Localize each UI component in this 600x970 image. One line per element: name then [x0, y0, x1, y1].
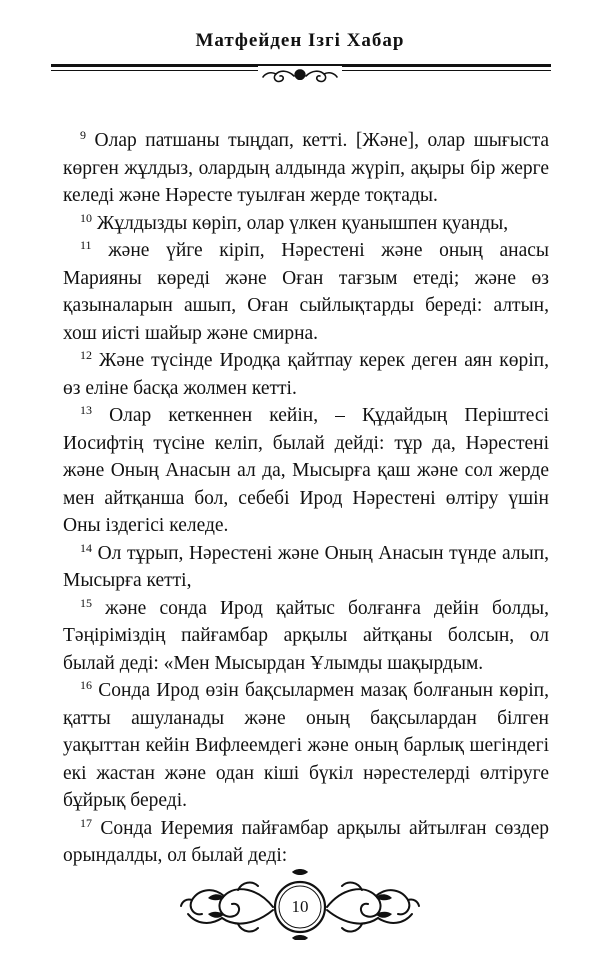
verse-number: 12 — [80, 348, 92, 362]
verse-17 — [63, 815, 549, 870]
verse-number: 17 — [80, 815, 92, 830]
verse-text: және сонда Ирод қайтыс болғанға дейін болды, Тәңіріміздің пайғамбар арқылы айтқаны болсын, ол былай деді: «Мен Мысырдан Ұлымды шақырдым. — [63, 597, 549, 674]
verse-text: Және түсінде Иродқа қайтпау керек деген аян көріп, өз еліне басқа жолмен кетті. — [63, 350, 549, 399]
verse-number: 9 — [80, 128, 86, 142]
verse-text: Олар патшаны тыңдап, кетті. [Және], олар шығыста көрген жұлдыз, олардың алдында жүріп, ақыры бір жерге келеді және Нәресте туылған жерде тоқтады. — [63, 130, 549, 206]
verse-text: Сонда Иеремия пайғамбар арқылы айтылған сөздер орындалды, ол былай деді: — [63, 817, 549, 866]
verse-number: 16 — [80, 678, 92, 692]
scripture-text — [63, 127, 549, 870]
verse-9 — [63, 127, 549, 210]
verse-number: 15 — [80, 595, 92, 610]
verse-text: және үйге кіріп, Нәрестені және оның анасы Марияны көреді және Оған тағзым етеді; және өз қазыналарын ашып, Оған сыйлықтарды береді: алтын, хош иісті шайыр және смирна. — [63, 240, 549, 344]
page-number: 10 — [291, 897, 309, 916]
verse-16 — [63, 677, 549, 815]
verse-11 — [63, 237, 549, 347]
running-header-title: Матфейден Ізгі Хабар — [195, 30, 405, 51]
verse-text: Олар кеткеннен кейін, – Құдайдың Періштесі Иосифтің түсіне келіп, былай дейді: тұр да, Нәрестені және Оның Анасын ал да, Мысырға қаш және сол жерде мен айтқанша бол, себебі Ирод Нәрестені өлтіру үшін Оны іздегісі келеде. — [63, 405, 549, 536]
verse-15 — [63, 595, 549, 678]
verse-text: Жұлдызды көріп, олар үлкен қуанышпен қуанды, — [92, 212, 509, 234]
verse-number: 11 — [80, 238, 92, 252]
header-ornament-icon — [258, 66, 342, 86]
verse-10 — [63, 210, 549, 238]
verse-number: 14 — [80, 540, 92, 555]
verse-number: 13 — [80, 403, 92, 417]
verse-13 — [63, 402, 549, 540]
verse-14 — [63, 540, 549, 595]
verse-text: Сонда Ирод өзін бақсылармен мазақ болғанын көріп, қатты ашуланады және оның бақсылардан білген уақыттан кейін Вифлеемдегі және оның барлық шегіндегі екі жастан және одан кіші бүкіл нәрестелерді өлтіруге бұйрық береді. — [63, 680, 549, 811]
page-footer — [178, 868, 422, 940]
verse-text: Ол тұрып, Нәрестені және Оның Анасын түнде алып, Мысырға кетті, — [63, 542, 549, 591]
verse-number: 10 — [80, 210, 92, 225]
verse-12 — [63, 347, 549, 402]
